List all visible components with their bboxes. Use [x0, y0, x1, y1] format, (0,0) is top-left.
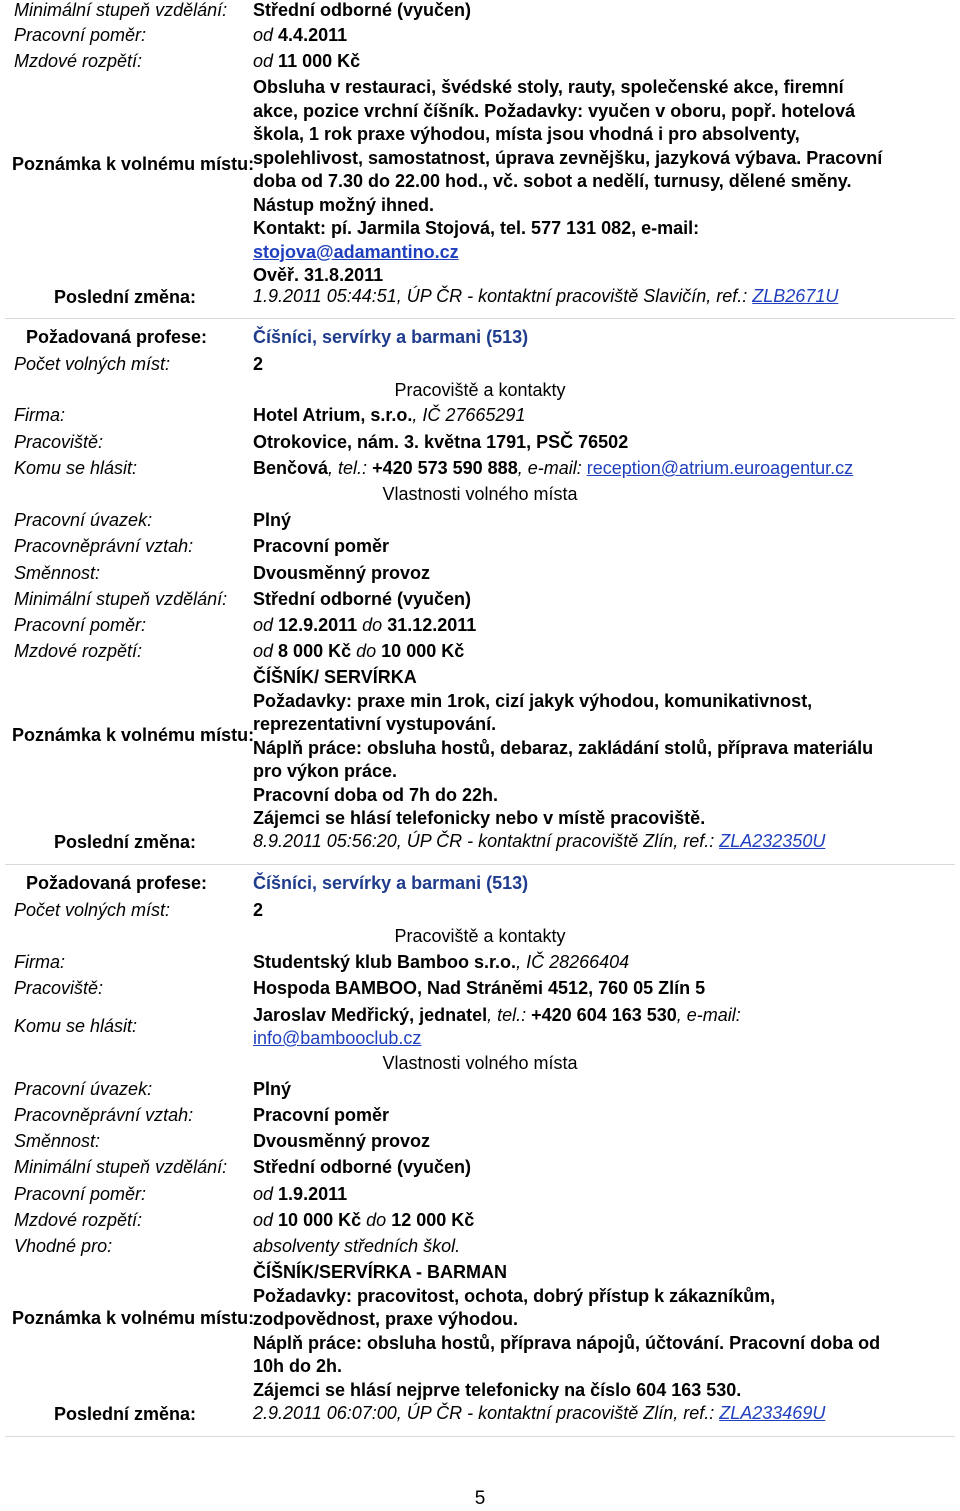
- contact-label: Komu se hlásit:: [14, 458, 138, 478]
- ref-link[interactable]: ZLB2671U: [752, 286, 839, 306]
- profession-label: Požadovaná profese:: [26, 873, 208, 893]
- note-text: [253, 76, 953, 288]
- vacancies-label: Počet volných míst:: [14, 354, 171, 374]
- last-change-label: Poslední změna:: [53, 287, 197, 307]
- note-label: Poznámka k volnému místu:: [12, 1308, 255, 1328]
- email-label: , e-mail:: [676, 1005, 741, 1025]
- last-change-value: 1.9.2011 05:44:51, ÚP ČR - kontaktní pracoviště Slavičín, ref.:: [253, 286, 748, 306]
- firm-name: Studentský klub Bamboo s.r.o.: [253, 952, 517, 972]
- labor-label: Pracovněprávní vztah:: [14, 1105, 194, 1125]
- note-line: Náplň práce: obsluha hostů, příprava nápojů, účtování. Pracovní doba od: [253, 1332, 881, 1353]
- profession-value: Číšníci, servírky a barmani (513): [253, 327, 529, 347]
- page-number: 5: [474, 1488, 486, 1509]
- profession-label: Požadovaná profese:: [26, 327, 208, 347]
- shifts-value: Dvousměnný provoz: [253, 1131, 431, 1151]
- shifts-label: Směnnost:: [14, 563, 101, 583]
- salary-to: 10 000 Kč: [381, 641, 465, 661]
- last-change-label: Poslední změna:: [53, 1404, 197, 1424]
- email-link[interactable]: info@bambooclub.cz: [253, 1028, 422, 1048]
- note-line: 10h do 2h.: [253, 1356, 343, 1376]
- labor-value: Pracovní poměr: [253, 536, 390, 556]
- from-value: 12.9.2011: [278, 615, 358, 635]
- workload-label: Pracovní úvazek:: [14, 1079, 153, 1099]
- contacts-heading: Pracoviště a kontakty: [394, 380, 566, 400]
- note-line: ČÍŠNÍK/ SERVÍRKA: [253, 667, 417, 687]
- to-word: do: [356, 641, 377, 661]
- note-line: Zájemci se hlásí telefonicky nebo v místě pracoviště.: [253, 808, 706, 828]
- vacancies-label: Počet volných míst:: [14, 900, 171, 920]
- suitable-value: absolventy středních škol.: [253, 1236, 461, 1256]
- contact-tel: +420 573 590 888: [367, 458, 518, 478]
- email-link[interactable]: stojova@adamantino.cz: [253, 241, 459, 262]
- props-heading: Vlastnosti volného místa: [382, 1053, 578, 1073]
- note-line: Pracovní doba od 7h do 22h.: [253, 784, 499, 805]
- last-change-label: Poslední změna:: [53, 832, 197, 852]
- props-heading: Vlastnosti volného místa: [382, 484, 578, 504]
- firm-ic: , IČ 27665291: [412, 405, 526, 425]
- from-word: od: [253, 1184, 274, 1204]
- note-line: Nástup možný ihned.: [253, 194, 435, 215]
- to-word: do: [366, 1210, 387, 1230]
- workload-value: Plný: [253, 510, 292, 530]
- note-line: spolehlivost, samostatnost, úprava zevnějšku, jazyková výbava. Pracovní: [253, 147, 883, 168]
- salary-value: 11 000 Kč: [278, 51, 361, 71]
- shifts-label: Směnnost:: [14, 1131, 101, 1151]
- from-word: od: [253, 641, 274, 661]
- workplace-label: Pracoviště:: [14, 432, 104, 452]
- work-relation-label: Pracovní poměr:: [14, 25, 147, 45]
- contact-name: Jaroslav Medřický, jednatel: [253, 1005, 488, 1025]
- note-line: Požadavky: pracovitost, ochota, dobrý přístup k zákazníkům,: [253, 1285, 776, 1306]
- note-text: [253, 666, 953, 831]
- note-line: Zájemci se hlásí nejprve telefonicky na číslo 604 163 530.: [253, 1379, 742, 1400]
- note-label: Poznámka k volnému místu:: [12, 154, 255, 174]
- firm-label: Firma:: [14, 405, 65, 425]
- note-line: Kontakt: pí. Jarmila Stojová, tel. 577 131 082, e-mail:: [253, 218, 700, 238]
- vacancies-value: 2: [253, 354, 264, 374]
- note-label: Poznámka k volnému místu:: [12, 725, 255, 745]
- divider: [5, 1436, 955, 1437]
- min-education-value: Střední odborné (vyučen): [253, 589, 472, 609]
- firm-ic: , IČ 28266404: [516, 952, 630, 972]
- note-line: Požadavky: praxe min 1rok, cizí jakyk výhodou, komunikativnost,: [253, 690, 813, 711]
- from-value: 1.9.2011: [278, 1184, 348, 1204]
- from-word: od: [253, 1210, 274, 1230]
- contacts-heading: Pracoviště a kontakty: [394, 926, 566, 946]
- workplace-value: Otrokovice, nám. 3. května 1791, PSČ 76502: [253, 432, 629, 452]
- tel-label: , tel.:: [487, 1005, 527, 1025]
- tel-label: , tel.:: [328, 458, 368, 478]
- salary-from: 8 000 Kč: [278, 641, 352, 661]
- min-education-value: Střední odborné (vyučen): [253, 0, 472, 20]
- note-line: Ověř. 31.8.2011: [253, 265, 384, 285]
- from-word: od: [253, 25, 274, 45]
- ref-link[interactable]: ZLA233469U: [719, 1403, 826, 1423]
- salary-to: 12 000 Kč: [391, 1210, 475, 1230]
- to-value: 31.12.2011: [387, 615, 477, 635]
- divider: [5, 318, 955, 319]
- salary-label: Mzdové rozpětí:: [14, 1210, 143, 1230]
- note-text: [253, 1261, 953, 1402]
- note-line: Náplň práce: obsluha hostů, debaraz, zakládání stolů, příprava materiálu: [253, 737, 874, 758]
- work-relation-value: 4.4.2011: [278, 25, 348, 45]
- note-line: reprezentativní vystupování.: [253, 714, 497, 734]
- last-change-value: 8.9.2011 05:56:20, ÚP ČR - kontaktní pracoviště Zlín, ref.:: [253, 831, 715, 851]
- workload-label: Pracovní úvazek:: [14, 510, 153, 530]
- note-line: doba od 7.30 do 22.00 hod., vč. sobot a nedělí, turnusy, dělené směny.: [253, 171, 852, 191]
- work-relation-label: Pracovní poměr:: [14, 1184, 147, 1204]
- workplace-label: Pracoviště:: [14, 978, 104, 998]
- last-change-value: 2.9.2011 06:07:00, ÚP ČR - kontaktní pracoviště Zlín, ref.:: [253, 1403, 715, 1423]
- shifts-value: Dvousměnný provoz: [253, 563, 431, 583]
- note-line: ČÍŠNÍK/SERVÍRKA - BARMAN: [253, 1262, 508, 1282]
- divider: [5, 864, 955, 865]
- note-line: akce, pozice vrchní číšník. Požadavky: vyučen v oboru, popř. hotelová: [253, 100, 856, 121]
- salary-label: Mzdové rozpětí:: [14, 641, 143, 661]
- labor-label: Pracovněprávní vztah:: [14, 536, 194, 556]
- note-line: zodpovědnost, praxe výhodou.: [253, 1309, 519, 1329]
- work-relation-label: Pracovní poměr:: [14, 615, 147, 635]
- firm-label: Firma:: [14, 952, 65, 972]
- contact-tel: +420 604 163 530: [526, 1005, 677, 1025]
- salary-label: Mzdové rozpětí:: [14, 51, 143, 71]
- suitable-label: Vhodné pro:: [14, 1236, 113, 1256]
- note-line: Obsluha v restauraci, švédské stoly, rauty, společenské akce, firemní: [253, 77, 844, 97]
- firm-name: Hotel Atrium, s.r.o.: [253, 405, 413, 425]
- contact-label: Komu se hlásit:: [14, 1016, 138, 1036]
- note-line: pro výkon práce.: [253, 761, 398, 781]
- email-link[interactable]: reception@atrium.euroagentur.cz: [586, 458, 854, 478]
- min-education-label: Minimální stupeň vzdělání:: [14, 589, 228, 609]
- min-education-label: Minimální stupeň vzdělání:: [14, 0, 228, 20]
- contact-name: Benčová: [253, 458, 329, 478]
- min-education-label: Minimální stupeň vzdělání:: [14, 1157, 228, 1177]
- min-education-value: Střední odborné (vyučen): [253, 1157, 472, 1177]
- profession-value: Číšníci, servírky a barmani (513): [253, 873, 529, 893]
- from-word: od: [253, 615, 274, 635]
- email-label: , e-mail:: [517, 458, 587, 478]
- ref-link[interactable]: ZLA232350U: [719, 831, 826, 851]
- from-word: od: [253, 51, 274, 71]
- note-line: škola, 1 rok praxe výhodou, místa jsou vhodná i pro absolventy,: [253, 124, 800, 144]
- salary-from: 10 000 Kč: [278, 1210, 362, 1230]
- workplace-value: Hospoda BAMBOO, Nad Stráněmi 4512, 760 05 Zlín 5: [253, 978, 706, 998]
- labor-value: Pracovní poměr: [253, 1105, 390, 1125]
- to-word: do: [362, 615, 383, 635]
- vacancies-value: 2: [253, 900, 264, 920]
- workload-value: Plný: [253, 1079, 292, 1099]
